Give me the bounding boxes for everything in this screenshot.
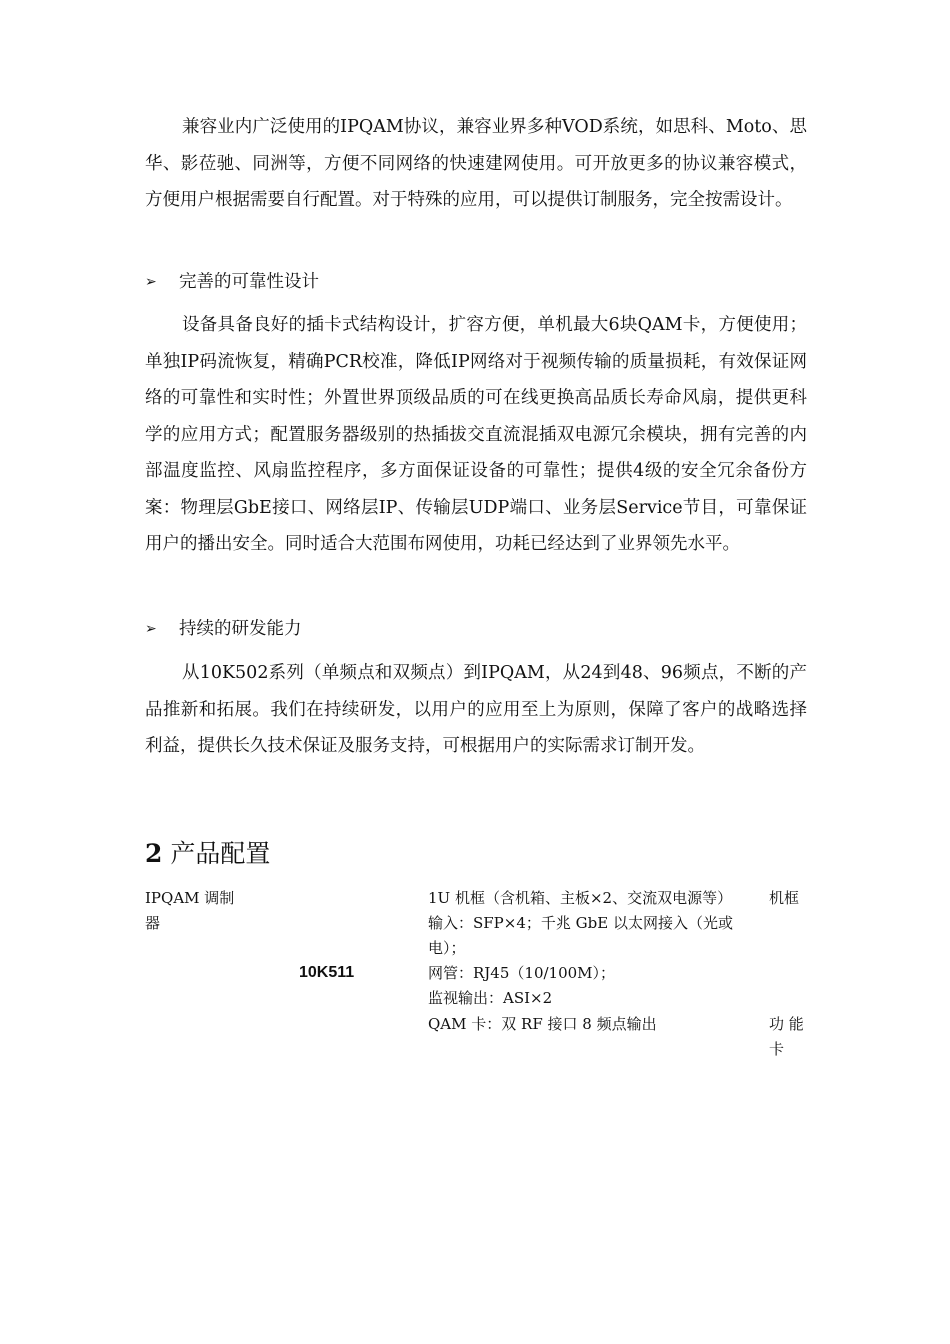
bullet-label: 持续的研发能力 xyxy=(179,619,302,639)
paragraph-compatibility: 兼容业内广泛使用的IPQAM协议，兼容业界多种VOD系统，如思科、Moto、思华、影莅驰、同洲等，方便不同网络的快速建网使用。可开放更多的协议兼容模式，方便用户根据需要自行配置。对于特殊的应用，可以提供订制服务，完全按需设计。 xyxy=(145,117,807,210)
card-type-cell: 功 能 卡 xyxy=(769,1015,804,1058)
bullet-label: 完善的可靠性设计 xyxy=(179,272,319,292)
chassis-type-cell: 机框 xyxy=(769,889,800,907)
card-description-cell: QAM 卡：双 RF 接口 8 频点输出 xyxy=(428,1015,657,1033)
paragraph-rnd: 从10K502系列（单频点和双频点）到IPQAM，从24到48、96频点，不断的产品推新和拓展。我们在持续研发，以用户的应用至上为原则，保障了客户的战略选择利益，提供长久技术保证及服务支持，可根据用户的实际需求订制开发。 xyxy=(145,663,807,756)
arrow-bullet-icon: ➢ xyxy=(145,621,157,637)
arrow-bullet-icon: ➢ xyxy=(145,274,157,290)
model-number: 10K511 xyxy=(299,964,355,981)
bullet-reliability-design xyxy=(145,267,319,297)
product-name-cell: IPQAM 调制 器 xyxy=(145,889,235,932)
section-title: 产品配置 xyxy=(170,839,271,868)
paragraph-reliability: 设备具备良好的插卡式结构设计，扩容方便，单机最大6块QAM卡，方便使用；单独IP码流恢复，精确PCR校准，降低IP网络对于视频传输的质量损耗，有效保证网络的可靠性和实时性；外置世界顶级品质的可在线更换高品质长寿命风扇，提供更科学的应用方式；配置服务器级别的热插拔交直流混插双电源冗余模块，拥有完善的内部温度监控、风扇监控程序，多方面保证设备的可靠性；提供4级的安全冗余备份方案：物理层GbE接口、网络层IP、传输层UDP端口、业务层Service节目，可靠保证用户的播出安全。同时适合大范围布网使用，功耗已经达到了业界领先水平。 xyxy=(145,315,807,554)
bullet-rnd-capability xyxy=(145,614,302,644)
section-number: 2 xyxy=(145,839,163,868)
section-heading xyxy=(145,836,270,872)
chassis-description-cell: 1U 机框（含机箱、主板×2、交流双电源等） 输入：SFP×4；千兆 GbE 以太网接入（光或 电）； 网管：RJ45（10/100M）； 监视输出：ASI×2 xyxy=(428,889,733,1007)
